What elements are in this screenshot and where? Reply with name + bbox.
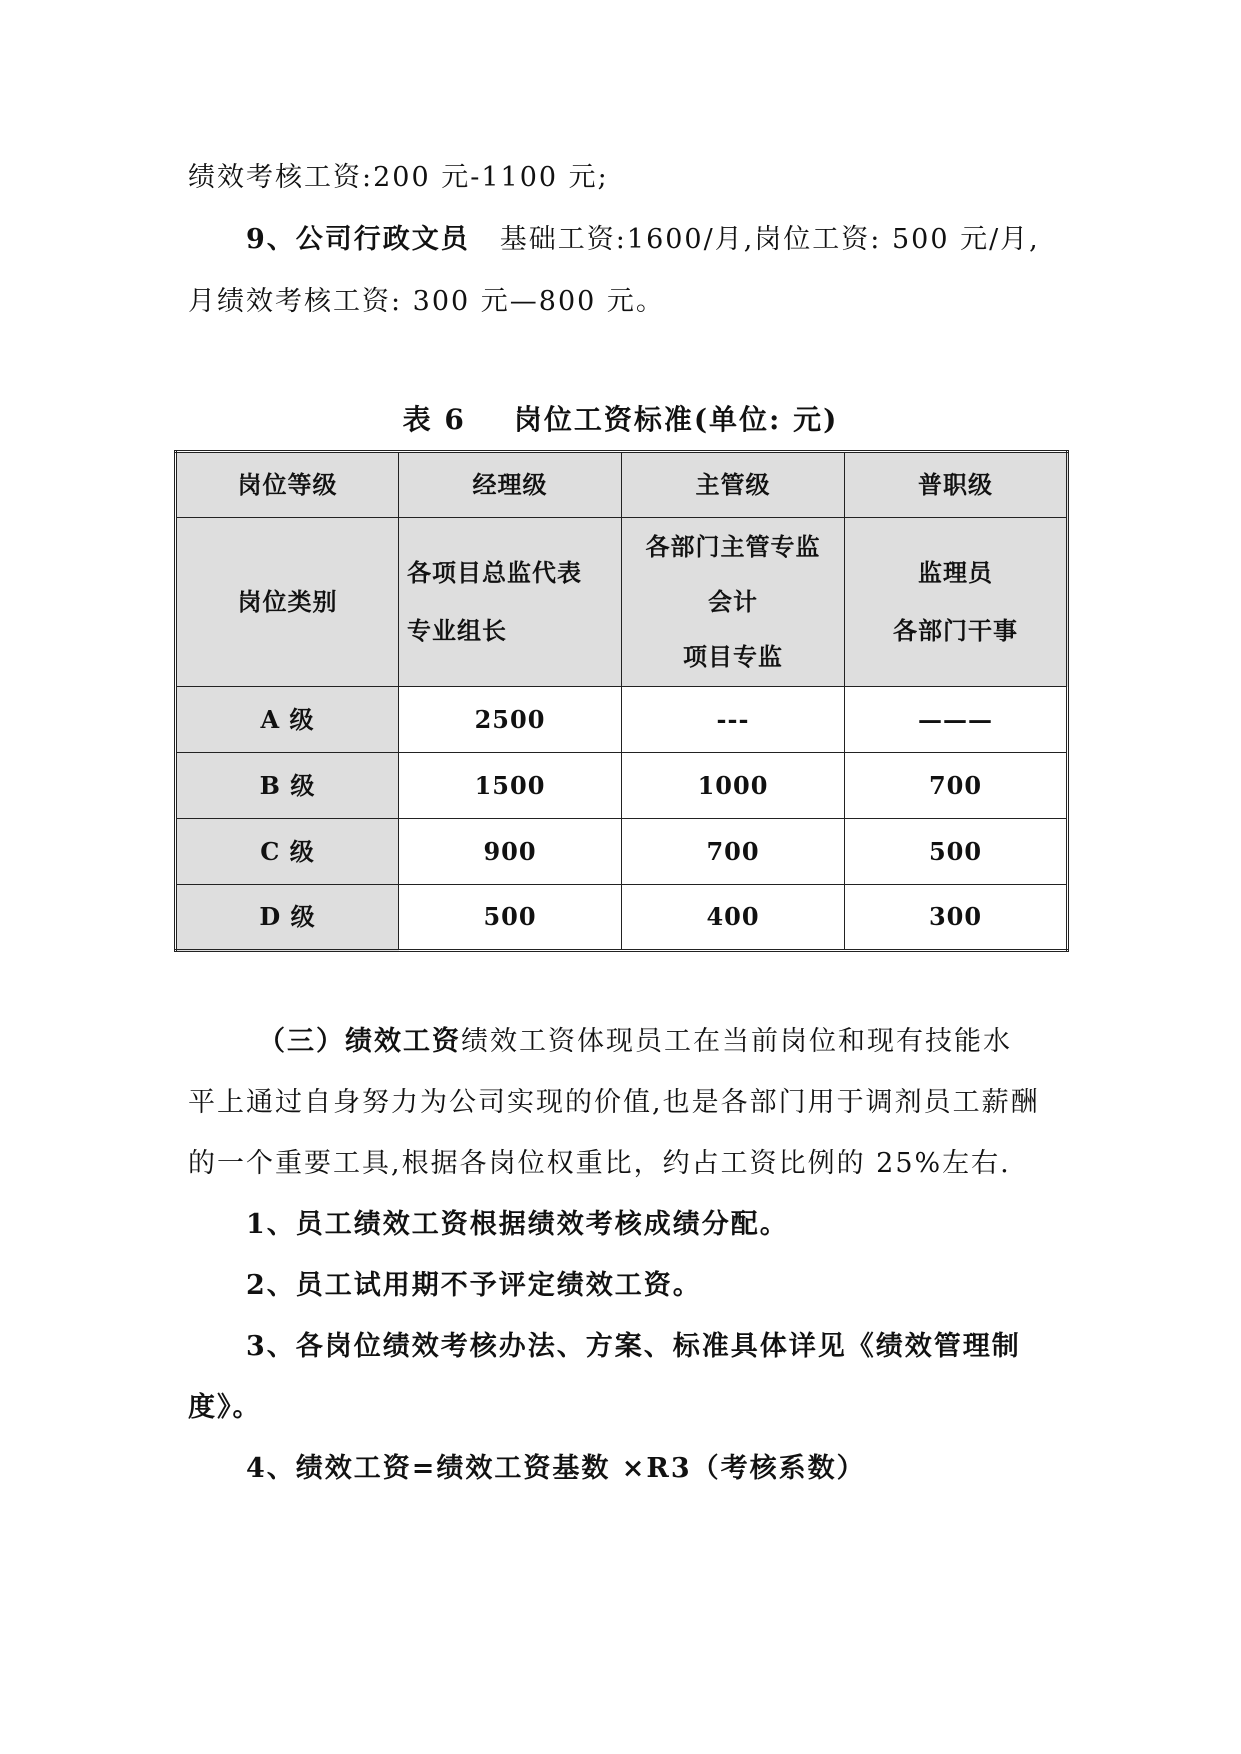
section-3-line-3 <box>188 1144 1053 1184</box>
value-cell: 2500 <box>399 687 622 753</box>
section-3-text: 的一个重要工具,根据各岗位权重比，约占工资比例的 25%左右. <box>188 1148 1011 1179</box>
table-header-row <box>176 452 1068 518</box>
section-3-text: 绩效工资体现员工在当前岗位和现有技能水 <box>461 1026 1012 1057</box>
category-line: 监理员 <box>918 558 993 587</box>
value-cell: 700 <box>622 819 845 885</box>
item-9-line <box>246 220 1053 260</box>
table-row <box>176 753 1068 819</box>
grade-cell: A 级 <box>176 687 399 753</box>
section-3-text: 平上通过自身努力为公司实现的价值,也是各部门用于调剂员工薪酬 <box>188 1087 1040 1118</box>
value-cell: 700 <box>845 753 1068 819</box>
section-3-heading: （三）绩效工资 <box>258 1026 461 1057</box>
value-cell: 1500 <box>399 753 622 819</box>
section-3-item-1 <box>246 1205 1053 1245</box>
item-9-title: 9、公司行政文员 <box>246 224 470 255</box>
item-text: 4、绩效工资=绩效工资基数 ×R3（考核系数） <box>246 1453 866 1484</box>
table-row <box>176 687 1068 753</box>
header-cell: 岗位等级 <box>176 452 399 518</box>
category-line: 会计 <box>708 587 758 616</box>
section-3-item-3-continuation <box>188 1388 1053 1428</box>
value-cell: 500 <box>399 885 622 951</box>
header-cell: 主管级 <box>622 452 845 518</box>
section-3-item-4 <box>246 1449 1053 1489</box>
category-line: 各部门干事 <box>893 616 1018 645</box>
category-supervisor-cell <box>622 518 845 687</box>
section-3-item-3 <box>246 1327 1053 1367</box>
category-line: 各部门主管专监 <box>645 532 821 561</box>
value-cell: ——— <box>845 687 1068 753</box>
performance-pay-line <box>188 158 1053 198</box>
performance-pay-text: 绩效考核工资:200 元-1100 元; <box>188 162 609 193</box>
header-cell: 普职级 <box>845 452 1068 518</box>
value-cell: 1000 <box>622 753 845 819</box>
section-3-item-2 <box>246 1266 1053 1306</box>
table-row <box>176 819 1068 885</box>
category-row <box>176 518 1068 687</box>
value-cell: 400 <box>622 885 845 951</box>
table-label: 表 6 <box>402 403 466 436</box>
section-3-line-1 <box>258 1022 1053 1062</box>
value-cell: 900 <box>399 819 622 885</box>
grade-cell: D 级 <box>176 885 399 951</box>
item-9-continuation <box>188 282 1053 322</box>
value-cell: 300 <box>845 885 1068 951</box>
header-cell: 经理级 <box>399 452 622 518</box>
grade-cell: B 级 <box>176 753 399 819</box>
table-caption <box>0 400 1241 440</box>
category-manager-cell <box>399 518 622 687</box>
table-row <box>176 885 1068 951</box>
item-text: 1、员工绩效工资根据绩效考核成绩分配。 <box>246 1209 789 1240</box>
item-text: 2、员工试用期不予评定绩效工资。 <box>246 1270 702 1301</box>
grade-cell: C 级 <box>176 819 399 885</box>
item-9-text: 基础工资:1600/月,岗位工资: 500 元/月, <box>499 224 1040 255</box>
category-line: 项目专监 <box>683 642 783 671</box>
item-text: 度》。 <box>188 1392 262 1423</box>
salary-standard-table <box>174 450 1069 952</box>
section-3-line-2 <box>188 1083 1053 1123</box>
value-cell: --- <box>622 687 845 753</box>
category-line: 各项目总监代表 <box>407 558 582 587</box>
category-staff-cell <box>845 518 1068 687</box>
table-title: 岗位工资标准(单位: 元) <box>513 403 839 436</box>
value-cell: 500 <box>845 819 1068 885</box>
item-9-cont-text: 月绩效考核工资: 300 元—800 元。 <box>188 286 665 317</box>
item-text: 3、各岗位绩效考核办法、方案、标准具体详见《绩效管理制 <box>246 1331 1021 1362</box>
category-label-cell: 岗位类别 <box>176 518 399 687</box>
category-line: 专业组长 <box>407 616 507 645</box>
